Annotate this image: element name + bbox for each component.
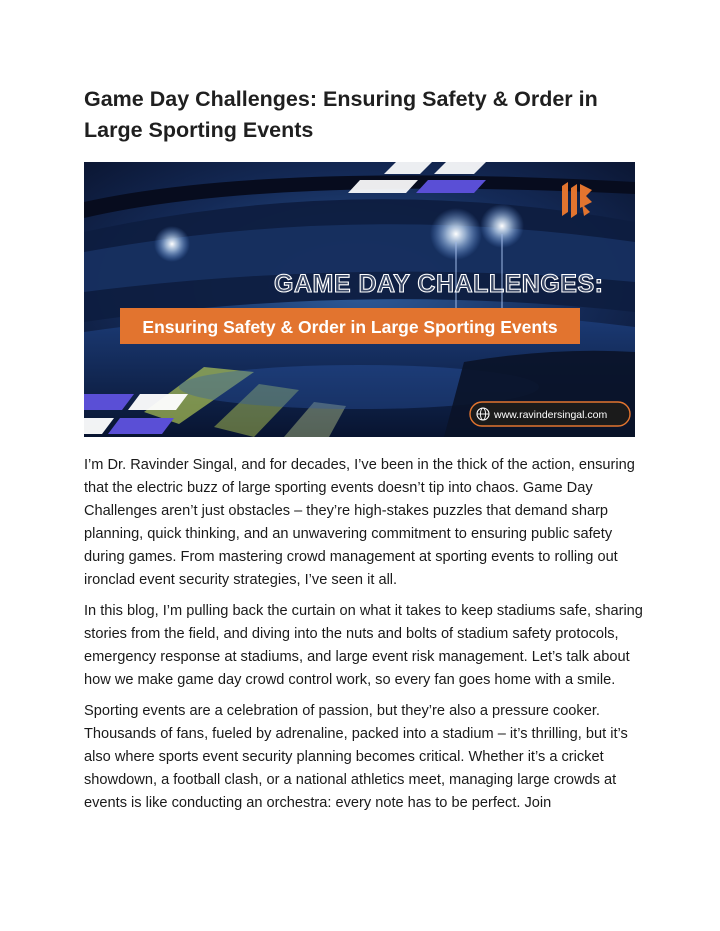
- article-body: [84, 454, 644, 823]
- hero-image: [84, 162, 635, 437]
- paragraph: In this blog, I’m pulling back the curtain on what it takes to keep stadiums safe, sharing stories from the field, and diving into the nuts and bolts of stadium safety protocols, emergency response at stadiums, and large event risk management. Let’s talk about how we make game day crowd control work, so every fan goes home with a smile.: [84, 603, 643, 688]
- stadium-light-icon: [154, 226, 190, 262]
- paragraph: Sporting events are a celebration of passion, but they’re also a pressure cooker. Thousands of fans, fueled by adrenaline, packed into a stadium – it’s thrilling, but it’s also where sports event security planning becomes critical. Whether it’s a cricket showdown, a football clash, or a national athletics meet, managing large crowds at events is like conducting an orchestra: every note has to be perfect. Join: [84, 703, 628, 811]
- stadium-illustration: [84, 162, 635, 437]
- url-text: www.ravindersingal.com: [494, 409, 608, 421]
- page-title: Game Day Challenges: Ensuring Safety & Order in Large Sporting Events: [84, 87, 598, 142]
- hero-headline: GAME DAY CHALLENGES:: [274, 270, 604, 298]
- paragraph: I’m Dr. Ravinder Singal, and for decades, I’ve been in the thick of the action, ensuring that the electric buzz of large sporting events doesn’t tip into chaos. Game Day Challenges aren’t just obstacles – they’re high-stakes puzzles that demand sharp planning, quick thinking, and an unwavering commitment to ensuring public safety during games. From mastering crowd management at sporting events to rolling out ironclad event security strategies, I’ve seen it all.: [84, 457, 635, 588]
- hero-banner-text: Ensuring Safety & Order in Large Sporting Events: [142, 317, 558, 337]
